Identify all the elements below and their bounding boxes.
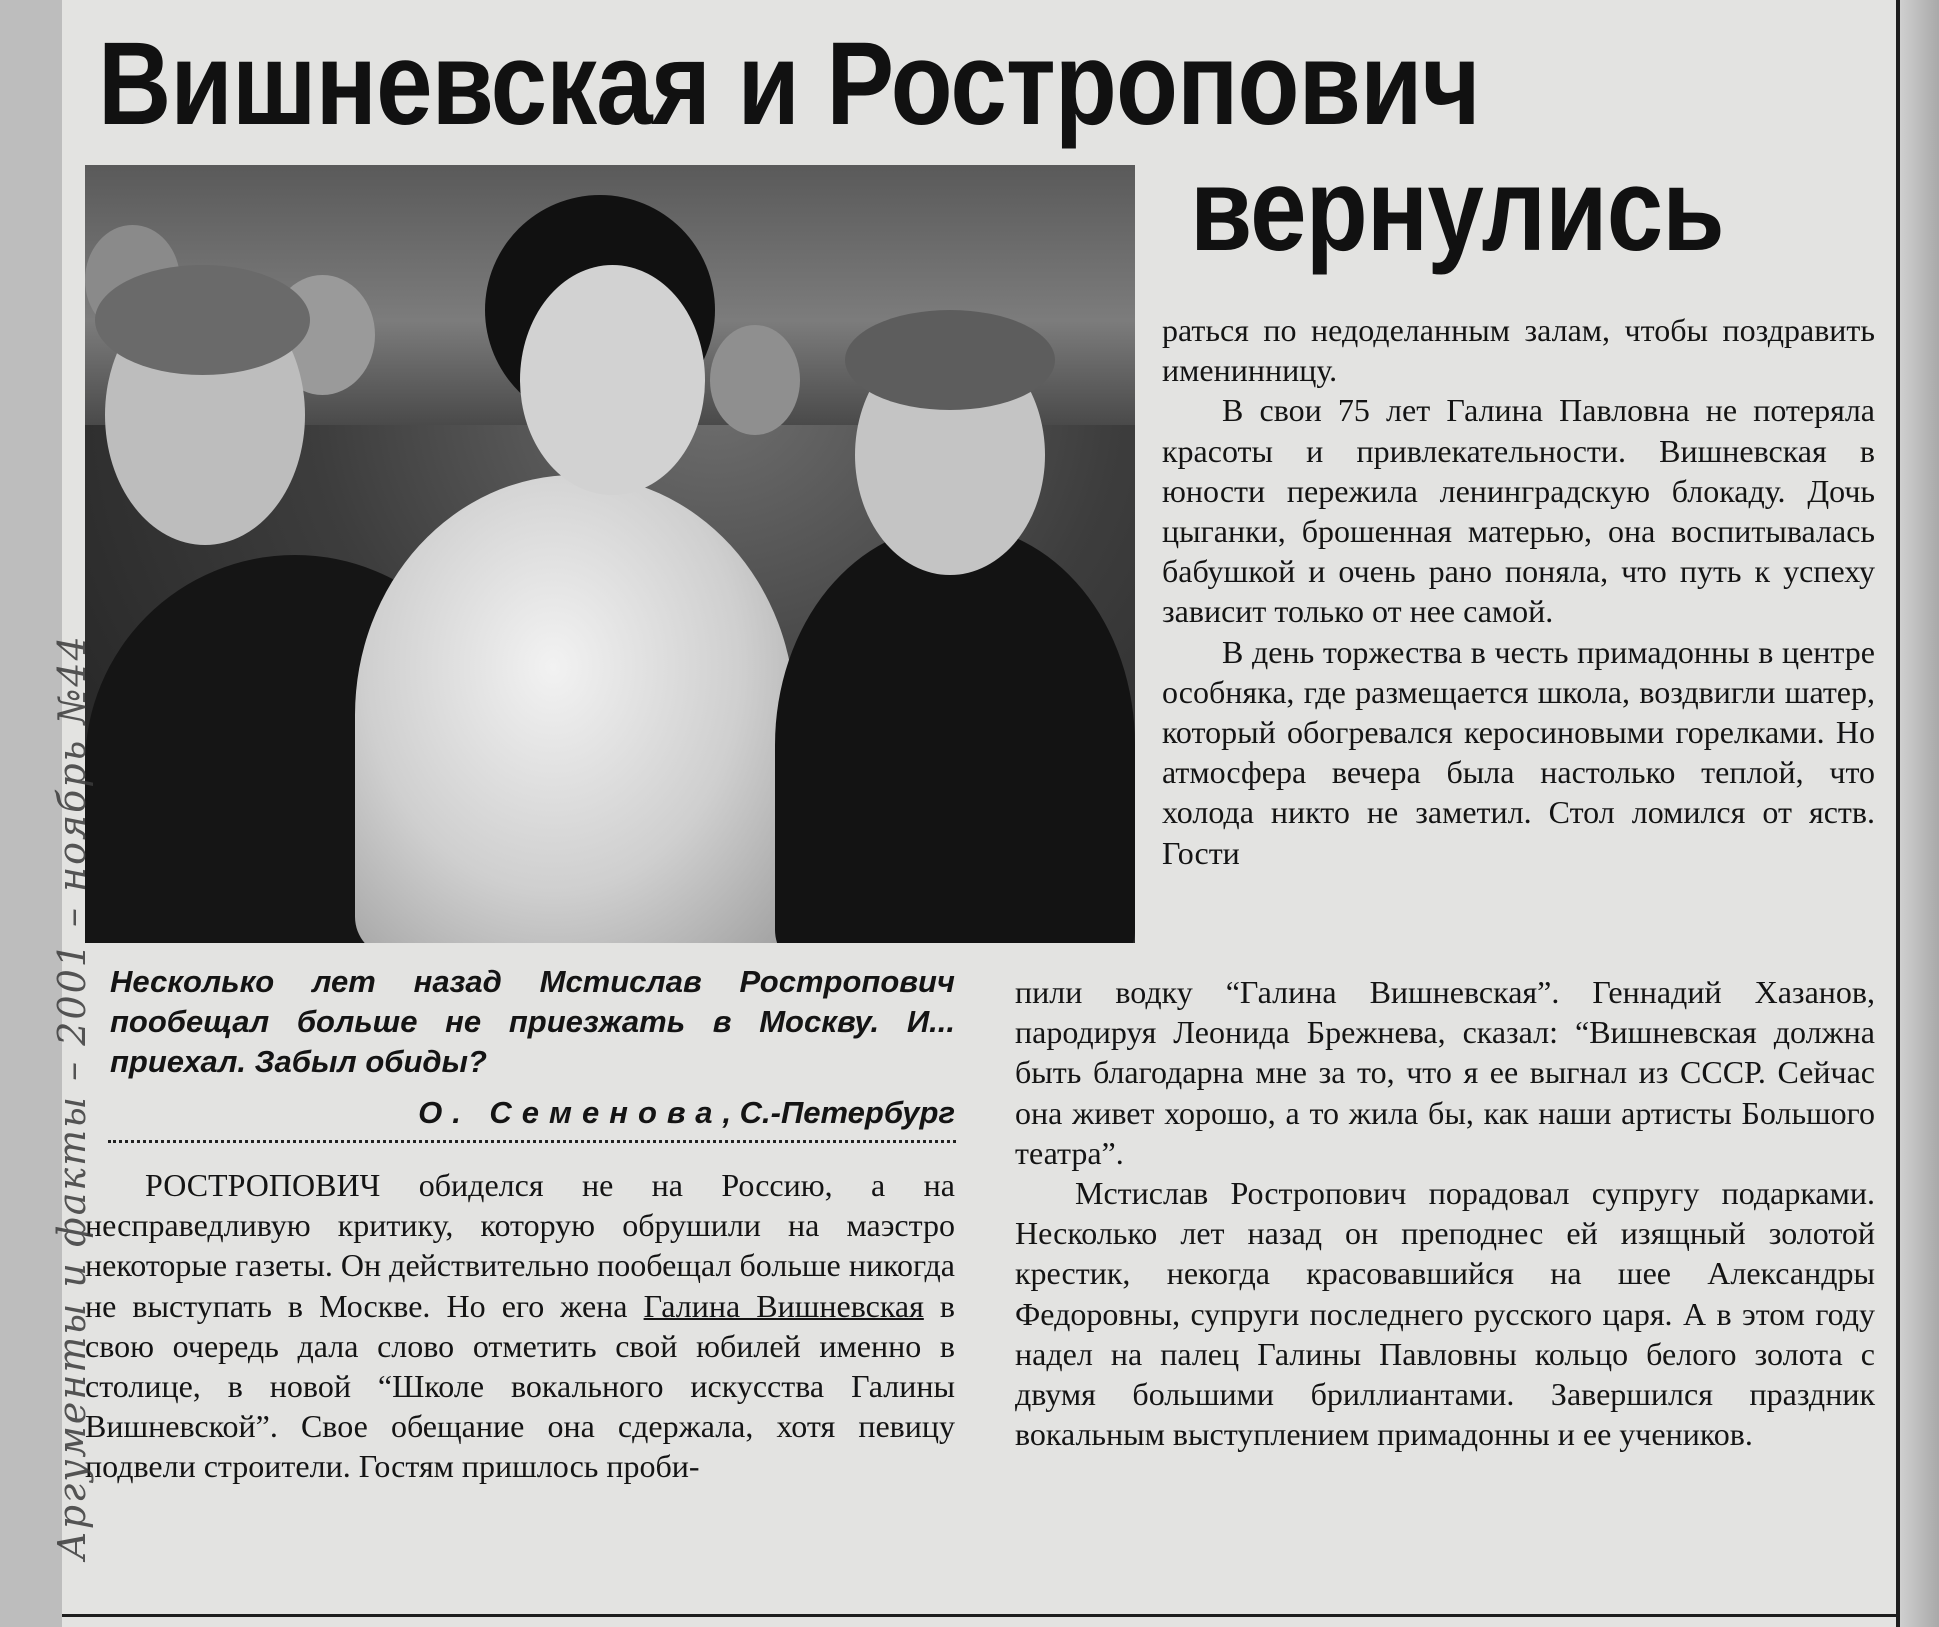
handwritten-source-note: Аргументы и факты – 2001 – ноябрь №44 (50, 634, 94, 1560)
photo-woman-body (355, 475, 795, 943)
headline-line-2: вернулись (1190, 144, 1724, 276)
clipping-border-right (1896, 0, 1900, 1627)
lead-word: РОСТРОПОВИЧ (145, 1167, 381, 1203)
photo-boy-left-hair (95, 265, 310, 375)
article-paragraph: В свои 75 лет Галина Павловна не потеряла красоты и привлекательности. Вишневская в юности пережила ленинградскую блокаду. Дочь цыганки, брошенная матерью, она воспитывалась бабушкой и очень рано поняла, что путь к успеху зависит только от нее самой. (1162, 392, 1875, 630)
article-paragraph: пили водку “Галина Вишневская”. Геннадий Хазанов, пародируя Леонида Брежнева, сказал: “Вишневская должна быть благодарна мне за то, что я ее выгнал из СССР. Сейчас она живет хорошо, а то жила бы, как наши артисты Большого театра”. (1015, 974, 1875, 1171)
byline-author: О. Семенова (418, 1095, 723, 1130)
article-photo (85, 165, 1135, 943)
headline-line-1: Вишневская и Ростропович (98, 18, 1480, 150)
article-paragraph: В день торжества в честь примадонны в центре особняка, где размещается школа, воздвигли шатер, который обогревался керосиновыми горелками. Но атмосфера вечера была настолько теплой, что холода никто не заметил. Стол ломился от яств. Гости (1162, 633, 1875, 871)
article-paragraph: Мстислав Ростропович порадовал супругу подарками. Несколько лет назад он преподнес ей изящный золотой крестик, некогда красовавшийся на шее Александры Федоровны, супруги последнего русского царя. А в этом году надел на палец Галины Павловны кольцо белого золота с двумя большими бриллиантами. Завершился праздник вокальным выступлением примадонны и ее учеников. (1015, 1175, 1875, 1453)
byline-city: , С.-Петербург (722, 1095, 955, 1130)
article-column-1 (85, 1165, 955, 1487)
clipping-border-bottom (62, 1614, 1900, 1617)
article-text: обиделся не на Россию, а на несправедливую критику, которую обрушили на маэстро некоторые газеты. Он действительно пообещал больше никогда не выступать в Москве. Но его жена (85, 1167, 955, 1324)
article-text: в свою очередь дала слово отметить свой юбилей именно в столице, в новой “Школе вокального искусства Галины Вишневской”. Свое обещание она сдержала, хотя певицу подвели строители. Гостям пришлось проби- (85, 1287, 956, 1485)
article-paragraph: раться по недоделанным залам, чтобы поздравить именинницу. (1162, 312, 1875, 389)
photo-caption: Несколько лет назад Мстислав Ростропович пообещал больше не приезжать в Москву. И... приехал. Забыл обиды? (110, 964, 955, 1079)
byline (110, 1093, 955, 1133)
article-paragraph (85, 1165, 955, 1487)
photo-woman-face (520, 265, 705, 495)
dotted-divider (108, 1140, 956, 1143)
photo-boy-right-hair (845, 310, 1055, 410)
article-column-2-bottom (1015, 972, 1875, 1454)
underlined-name: Галина Вишневская (643, 1287, 924, 1324)
page-edge (1900, 0, 1939, 1627)
photo-child-head (710, 325, 800, 435)
article-column-2-top (1162, 310, 1875, 873)
photo-boy-right-body (775, 525, 1135, 943)
